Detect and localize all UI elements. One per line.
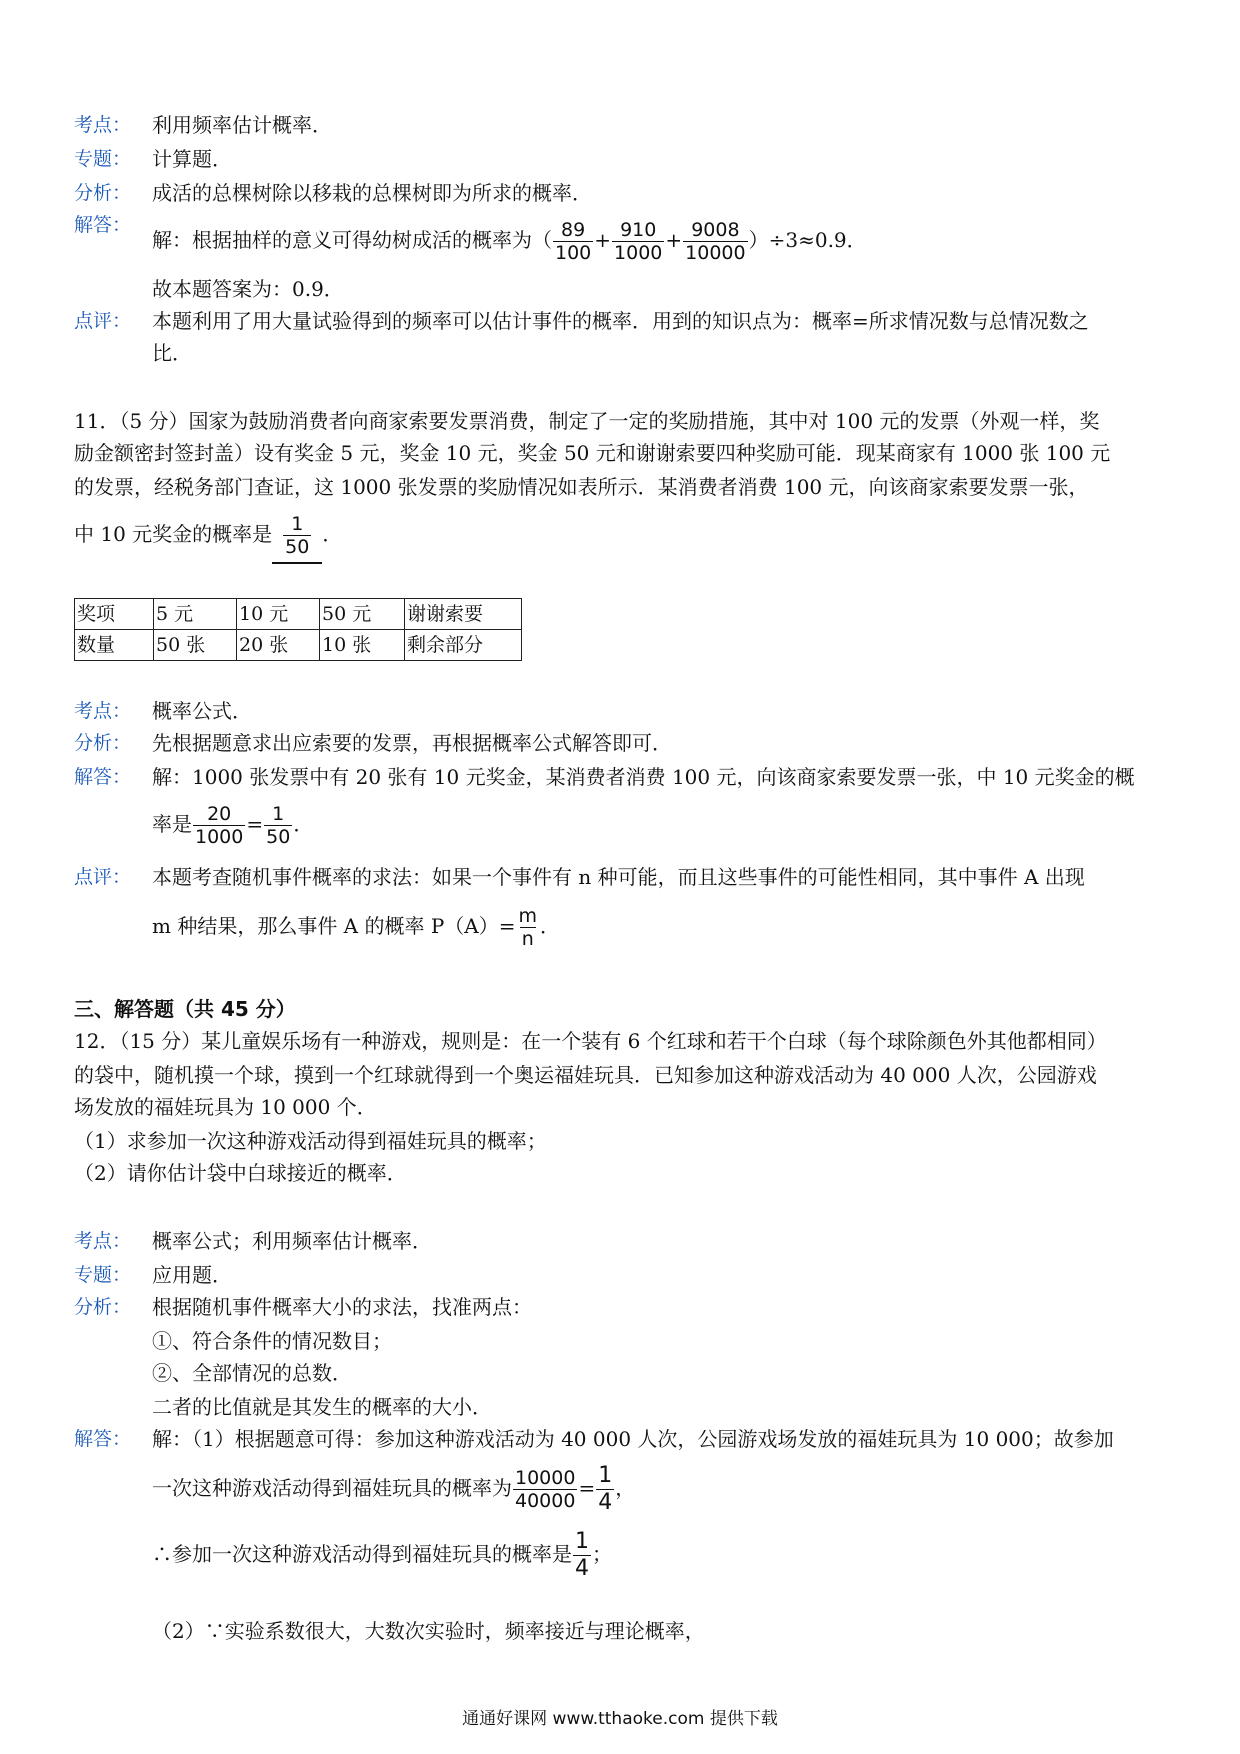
- label-jieda: 解答：: [74, 1428, 132, 1450]
- q12-stem-2: 的袋中，随机摸一个球，摸到一个红球就得到一个奥运福娃玩具．已知参加这种游戏活动为 40 000 人次，公园游戏: [74, 1063, 1097, 1087]
- label-kaodian: 考点：: [74, 1230, 132, 1252]
- q10-dianping-2: 比．: [152, 341, 192, 365]
- q11-fenxi: 先根据题意求出应索要的发票，再根据概率公式解答即可．: [152, 731, 672, 755]
- q10-dianping-1: 本题利用了用大量试验得到的频率可以估计事件的概率．用到的知识点为：概率=所求情况数与总情况数之: [152, 309, 1089, 333]
- q12-fenxi-2: ①、符合条件的情况数目；: [152, 1329, 392, 1353]
- q10-jieda-line: 解：根据抽样的意义可得幼树成活的概率为（ $\frac{89}{100}$ + $\frac{910}{1000}$ + $\frac{9008}{10000}$ ）÷3≈0.9．: [152, 219, 867, 264]
- q12-jieda-fraction-2: $\frac{1}{4}$: [598, 1463, 613, 1515]
- q11-jieda-fraction-1: $\frac{20}{1000}$: [195, 803, 244, 848]
- label-jieda: 解答：: [74, 214, 132, 236]
- table-cell: 50 张: [154, 630, 237, 661]
- q12-stem-3: 场发放的福娃玩具为 10 000 个．: [74, 1095, 377, 1119]
- table-cell: 50 元: [320, 599, 405, 630]
- label-fenxi: 分析：: [74, 182, 132, 204]
- q11-answer-blank: [272, 506, 322, 564]
- table-row: [75, 599, 522, 630]
- q12-stem-1: 12．（15 分）某儿童娱乐场有一种游戏，规则是：在一个装有 6 个红球和若干个白球（每个球除颜色外其他都相同）: [74, 1029, 1107, 1053]
- page-footer: 通通好课网 www.tthaoke.com 提供下载: [462, 1709, 778, 1729]
- q10-answer: 故本题答案为：0.9．: [152, 277, 344, 301]
- label-fenxi: 分析：: [74, 1296, 132, 1318]
- table-cell: 10 张: [320, 630, 405, 661]
- label-kaodian: 考点：: [74, 700, 132, 722]
- q11-stem-2: 励金额密封签封盖）设有奖金 5 元，奖金 10 元，奖金 50 元和谢谢索要四种奖励可能．现某商家有 1000 张 100 元: [74, 441, 1111, 465]
- q11-answer-fraction: $\frac{1}{50}$: [285, 513, 310, 558]
- table-cell: 10 元: [237, 599, 320, 630]
- q11-stem-1: 11．（5 分）国家为鼓励消费者向商家索要发票消费，制定了一定的奖励措施，其中对 100 元的发票（外观一样，奖: [74, 409, 1100, 433]
- q10-fraction-2: $\frac{910}{1000}$: [614, 219, 663, 264]
- label-zhuanti: 专题：: [74, 1264, 132, 1286]
- q10-jieda-text: 解：根据抽样的意义可得幼树成活的概率为（: [152, 228, 552, 252]
- q11-dianping-1: 本题考查随机事件概率的求法：如果一个事件有 n 种可能，而且这些事件的可能性相同，其中事件 A 出现: [152, 865, 1085, 889]
- q12-jieda-2: 一次这种游戏活动得到福娃玩具的概率为 $\frac{10000}{40000}$ = $\frac{1}{4}$ ，: [152, 1463, 636, 1515]
- q12-fenxi-3: ②、全部情况的总数．: [152, 1361, 352, 1385]
- q12-sub-2: （2）请你估计袋中白球接近的概率．: [74, 1161, 407, 1185]
- section-heading: 三、解答题（共 45 分）: [74, 997, 296, 1021]
- q10-fraction-3: $\frac{9008}{10000}$: [685, 219, 746, 264]
- q12-jieda-3: ∴参加一次这种游戏活动得到福娃玩具的概率是 $\frac{1}{4}$ ；: [152, 1529, 612, 1581]
- q12-fenxi-1: 根据随机事件概率大小的求法，找准两点：: [152, 1295, 532, 1319]
- q12-kaodian: 概率公式；利用频率估计概率．: [152, 1229, 432, 1253]
- q12-jieda-fraction-3: $\frac{1}{4}$: [575, 1529, 589, 1581]
- q12-sub-1: （1）求参加一次这种游戏活动得到福娃玩具的概率；: [74, 1129, 547, 1153]
- label-fenxi: 分析：: [74, 732, 132, 754]
- q12-jieda-4: （2）∵实验系数很大，大数次实验时，频率接近与理论概率，: [152, 1619, 705, 1643]
- label-kaodian: 考点：: [74, 114, 132, 136]
- label-jieda: 解答：: [74, 766, 132, 788]
- table-cell: 奖项: [75, 599, 154, 630]
- q11-jieda-2: 率是 $\frac{20}{1000}$ = $\frac{1}{50}$ ．: [152, 803, 314, 848]
- q11-stem-4: 中 10 元奖金的概率是 $\frac{1}{50}$ ．: [74, 506, 342, 564]
- q10-kaodian: 利用频率估计概率．: [152, 113, 332, 137]
- q10-fenxi: 成活的总棵树除以移栽的总棵树即为所求的概率．: [152, 181, 592, 205]
- q11-jieda-1: 解：1000 张发票中有 20 张有 10 元奖金，某消费者消费 100 元，向该商家索要发票一张，中 10 元奖金的概: [152, 765, 1135, 789]
- table-cell: 20 张: [237, 630, 320, 661]
- q11-stem-3: 的发票，经税务部门查证，这 1000 张发票的奖励情况如表所示．某消费者消费 100 元，向该商家索要发票一张，: [74, 475, 1089, 499]
- q10-fraction-1: $\frac{89}{100}$: [555, 219, 592, 264]
- label-dianping: 点评：: [74, 310, 132, 332]
- q12-fenxi-4: 二者的比值就是其发生的概率的大小．: [152, 1395, 492, 1419]
- prize-table: [74, 598, 522, 661]
- label-zhuanti: 专题：: [74, 148, 132, 170]
- table-row: [75, 630, 522, 661]
- table-cell: 谢谢索要: [405, 599, 522, 630]
- q11-dianping-2: m 种结果，那么事件 A 的概率 P（A）= $\frac{m}{n}$ ．: [152, 905, 561, 950]
- table-cell: 数量: [75, 630, 154, 661]
- q10-zhuanti: 计算题．: [152, 147, 232, 171]
- q11-jieda-fraction-2: $\frac{1}{50}$: [266, 803, 291, 848]
- q12-jieda-1: 解：（1）根据题意可得：参加这种游戏活动为 40 000 人次，公园游戏场发放的福娃玩具为 10 000；故参加: [152, 1427, 1114, 1451]
- q12-zhuanti: 应用题．: [152, 1263, 232, 1287]
- label-dianping: 点评：: [74, 866, 132, 888]
- q12-jieda-fraction-1: $\frac{10000}{40000}$: [515, 1467, 576, 1512]
- table-cell: 剩余部分: [405, 630, 522, 661]
- q11-probability-fraction: $\frac{m}{n}$: [518, 905, 538, 950]
- q11-kaodian: 概率公式．: [152, 699, 252, 723]
- table-cell: 5 元: [154, 599, 237, 630]
